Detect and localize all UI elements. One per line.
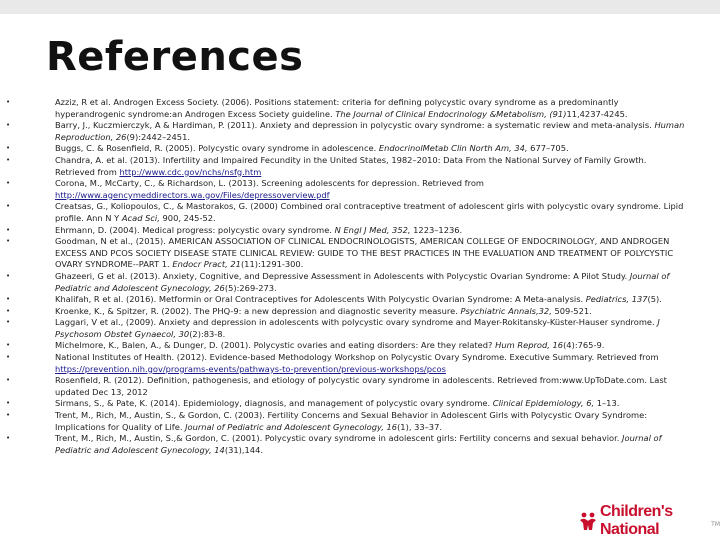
reference-pages: (4):765-9. bbox=[563, 340, 605, 351]
reference-item bbox=[6, 340, 686, 352]
reference-pages: (9):2442–2451. bbox=[126, 131, 191, 142]
bullet-icon: • bbox=[6, 155, 11, 164]
reference-text: Trent, M., Rich, M., Austin, S.,& Gordon, C. (2001). Polycystic ovary syndrome in adolescent girls: Fertility concerns and sexual behavior. bbox=[55, 433, 623, 444]
bullet-icon: • bbox=[6, 411, 11, 420]
reference-journal: Endocr Pract, 21 bbox=[172, 259, 241, 270]
reference-pages: 11,4237-4245. bbox=[566, 108, 628, 119]
reference-journal: Clinical Epidemiology, 6, bbox=[492, 398, 595, 409]
bullet-icon: • bbox=[6, 434, 11, 443]
bullet-icon: • bbox=[6, 376, 11, 385]
reference-journal: J Psychosom Obstet Gynaecol, 30 bbox=[55, 317, 660, 339]
reference-journal: Psychiatric Annals,32, bbox=[460, 305, 552, 316]
reference-item bbox=[6, 143, 686, 155]
bullet-icon: • bbox=[6, 179, 11, 188]
bullet-icon: • bbox=[6, 121, 11, 130]
bullet-icon: • bbox=[6, 318, 11, 327]
reference-link[interactable]: http://www.agencymeddirectors.wa.gov/Files/depressoverview.pdf bbox=[55, 189, 330, 200]
reference-text: Goodman, N et al., (2015). AMERICAN ASSOCIATION OF CLINICAL ENDOCRINOLOGISTS, AMERICAN COLLEGE OF ENDOCRINOLOGY, AND ANDROGEN EXCESS AND PCOS SOCIETY DISEASE STATE CLINICAL REVIEW: GUIDE TO THE BEST PRACTICES IN THE EVALUATION AND TREATMENT OF POLYCYSTIC OVARY SYNDROME--PART 1. bbox=[55, 236, 674, 270]
reference-item bbox=[6, 398, 686, 410]
reference-text: Chandra, A. et al. (2013). Infertility and Impaired Fecundity in the United States, 1982–2010: Data From the National Survey of Family Growth. Retrieved from bbox=[55, 154, 647, 177]
bullet-icon: • bbox=[6, 341, 11, 350]
reference-item bbox=[6, 317, 686, 340]
bullet-icon: • bbox=[6, 237, 11, 246]
bullet-icon: • bbox=[6, 306, 11, 315]
reference-item bbox=[6, 306, 686, 318]
reference-text: Buggs, C. & Rosenfield, R. (2005). Polycystic ovary syndrome in adolescence. bbox=[55, 143, 379, 154]
top-bar bbox=[0, 0, 720, 14]
reference-journal: Journal of Pediatric and Adolescent Gynecology, 14 bbox=[55, 433, 662, 455]
reference-text: Khalifah, R et al. (2016). Metformin or Oral Contraceptives for Adolescents With Polycystic Ovarian Syndrome: A Meta-analysis. bbox=[55, 294, 586, 305]
reference-text: Azziz, R et al. Androgen Excess Society. (2006). Positions statement: criteria for defining polycystic ovary syndrome as a predominantly hyperandrogenic syndrome:an Androgen Excess Society guideline. bbox=[55, 97, 619, 119]
reference-pages: (11):1291-300. bbox=[240, 259, 304, 270]
reference-pages: 677–705. bbox=[527, 143, 569, 154]
reference-journal: N Engl J Med, 352, bbox=[334, 224, 411, 235]
reference-link[interactable]: http://www.cdc.gov/nchs/nsfg.htm bbox=[119, 166, 262, 177]
reference-text: Corona, M., McCarty, C., & Richardson, L. (2013). Screening adolescents for depression. Retrieved from bbox=[55, 178, 484, 189]
reference-item bbox=[6, 225, 686, 237]
bullet-icon: • bbox=[6, 98, 11, 106]
reference-journal: Pediatrics, 137 bbox=[585, 294, 648, 305]
reference-journal: EndocrinolMetab Clin North Am, 34, bbox=[378, 143, 528, 154]
reference-text: Michelmore, K., Balen, A., & Dunger, D. (2001). Polycystic ovaries and eating disorders: Are they related? bbox=[55, 340, 496, 351]
reference-text: Sirmans, S., & Pate, K. (2014). Epidemiology, diagnosis, and management of polycystic ovary syndrome. bbox=[55, 398, 493, 409]
reference-journal: Journal of Pediatric and Adolescent Gynecology, 16 bbox=[185, 421, 398, 432]
reference-item bbox=[6, 155, 686, 178]
reference-journal: Journal of Pediatric and Adolescent Gynecology, 26 bbox=[55, 270, 670, 293]
reference-item bbox=[6, 236, 686, 271]
reference-item bbox=[6, 120, 686, 143]
reference-pages: (2):83-8. bbox=[189, 328, 226, 339]
reference-pages: 1–13. bbox=[594, 398, 620, 409]
childrens-national-figure-icon bbox=[578, 511, 598, 531]
reference-journal: Acad Sci, bbox=[121, 212, 160, 223]
reference-item bbox=[6, 410, 686, 433]
reference-text: Ehrmann, D. (2004). Medical progress: polycystic ovary syndrome. bbox=[55, 224, 335, 235]
reference-text: Kroenke, K., & Spitzer, R. (2002). The PHQ-9: a new depression and diagnostic severity measure. bbox=[55, 305, 461, 316]
reference-pages: (5). bbox=[647, 294, 662, 305]
childrens-national-logo bbox=[578, 503, 720, 538]
reference-list bbox=[6, 97, 686, 456]
bullet-icon: • bbox=[6, 202, 11, 211]
reference-text: Laggari, V et al., (2009). Anxiety and depression in adolescents with polycystic ovary syndrome and Mayer-Rokitansky-Küster-Hauser syndrome. bbox=[55, 317, 658, 328]
reference-item bbox=[6, 352, 686, 375]
bullet-icon: • bbox=[6, 353, 11, 362]
reference-item bbox=[6, 294, 686, 306]
reference-pages: 1223–1236. bbox=[410, 224, 463, 235]
page-title: References bbox=[46, 34, 304, 80]
reference-text: Creatsas, G., Koliopoulos, C., & Mastorakos, G. (2000) Combined oral contraceptive treatment of adolescent girls with polycystic ovary syndrome. Lipid profile. Ann N Y bbox=[55, 201, 684, 223]
logo-text: Children's National bbox=[600, 503, 673, 538]
reference-text: Trent, M., Rich, M., Austin, S., & Gordon, C. (2003). Fertility Concerns and Sexual Behavior in Adolescent Girls with Polycystic Ovary Syndrome: Implications for Quality of Life. bbox=[55, 410, 648, 432]
reference-pages: (31),144. bbox=[224, 444, 263, 455]
bullet-icon: • bbox=[6, 295, 11, 304]
reference-pages: (5):269-273. bbox=[224, 282, 277, 293]
reference-text: Rosenfield, R. (2012). Definition, pathogenesis, and etiology of polycystic ovary syndrome in adolescents. Retrieved from:www.UpToDate.com. Last updated Dec 13, 2012 bbox=[55, 375, 667, 397]
reference-journal: Hum Reprod, 16 bbox=[495, 340, 564, 351]
reference-item bbox=[6, 375, 686, 398]
reference-pages: 509-521. bbox=[551, 305, 592, 316]
reference-item bbox=[6, 201, 686, 224]
reference-journal: Human Reproduction, 26 bbox=[55, 120, 685, 142]
reference-text: Ghazeeri, G et al. (2013). Anxiety, Cognitive, and Depressive Assessment in Adolescents with Polycystic Ovarian Syndrome: A Pilot Study. bbox=[55, 270, 630, 281]
reference-item bbox=[6, 271, 686, 294]
bullet-icon: • bbox=[6, 399, 11, 408]
reference-item bbox=[6, 433, 686, 456]
reference-text: National Institutes of Health. (2012). Evidence-based Methodology Workshop on Polycystic Ovary Syndrome. Executive Summary. Retrieved from bbox=[55, 352, 659, 363]
bullet-icon: • bbox=[6, 144, 11, 153]
reference-item bbox=[6, 97, 686, 120]
bullet-icon: • bbox=[6, 225, 11, 234]
reference-text: Barry, J., Kuczmierczyk, A & Hardiman, P. (2011). Anxiety and depression in polycystic ovary syndrome: a systematic review and meta-analysis. bbox=[55, 120, 655, 131]
bullet-icon: • bbox=[6, 271, 11, 280]
reference-journal: The Journal of Clinical Endocrinology &Metabolism, (91) bbox=[335, 108, 567, 119]
reference-item bbox=[6, 178, 686, 201]
reference-pages: 900, 245-52. bbox=[159, 212, 216, 223]
reference-link[interactable]: https://prevention.nih.gov/programs-events/pathways-to-prevention/previous-workshops/pcos bbox=[55, 363, 446, 374]
reference-pages: (1), 33–37. bbox=[397, 421, 442, 432]
trademark-mark: TM bbox=[711, 521, 720, 528]
